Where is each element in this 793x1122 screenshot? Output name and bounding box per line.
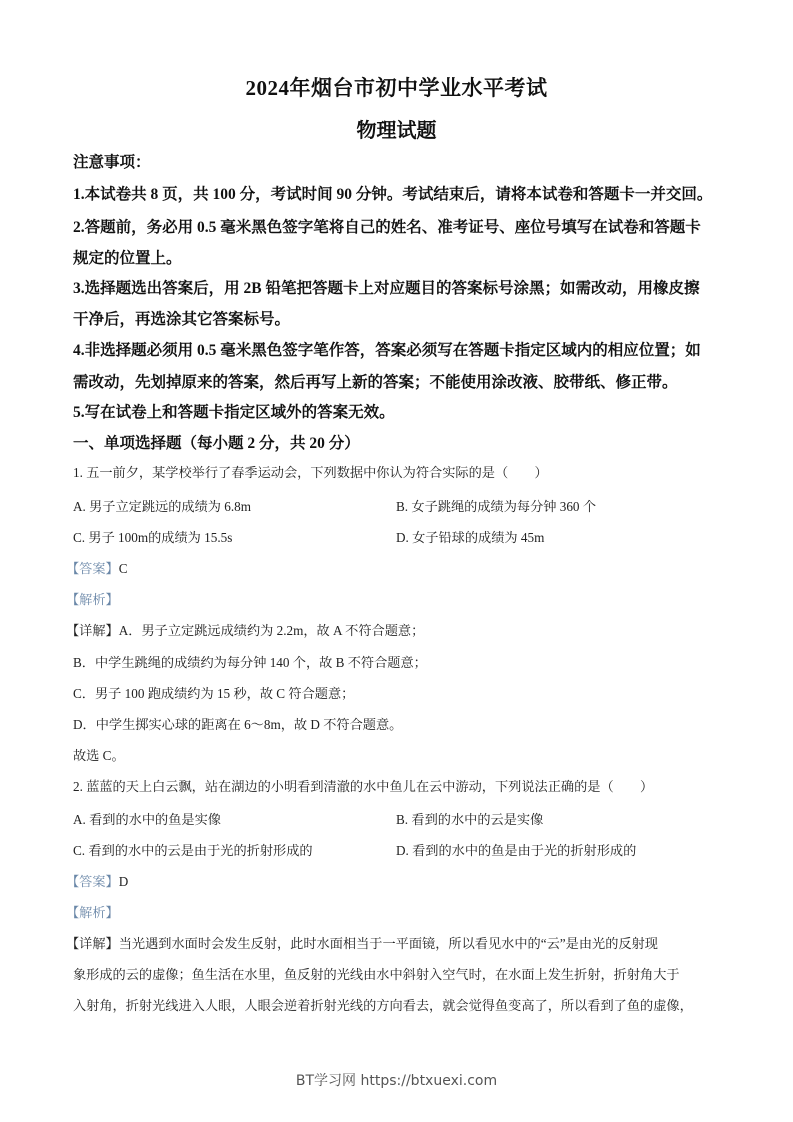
option-a: A. 看到的水中的鱼是实像 bbox=[73, 812, 221, 827]
detail-line: 入射角，折射光线进入人眼，人眼会逆着折射光线的方向看去，就会觉得鱼变高了，所以看到了鱼的虚像， bbox=[73, 998, 693, 1013]
question-stem: 2. 蓝蓝的天上白云飘，站在湖边的小明看到清澈的水中鱼儿在云中游动，下列说法正确的是（ ） bbox=[73, 779, 654, 794]
option-d: D. 女子铅球的成绩为 45m bbox=[396, 530, 545, 545]
option-b: B. 女子跳绳的成绩为每分钟 360 个 bbox=[396, 499, 597, 514]
answer-label: 【答案】 bbox=[66, 561, 119, 576]
document-subtitle: 物理试题 bbox=[356, 120, 437, 142]
footer-watermark: BT学习网 https://btxuexi.com bbox=[295, 1073, 498, 1089]
answer-row bbox=[66, 558, 128, 577]
answer-value: D bbox=[118, 874, 129, 889]
notice-heading: 注意事项： bbox=[73, 154, 151, 171]
option-d: D. 看到的水中的鱼是由于光的折射形成的 bbox=[396, 843, 637, 858]
option-c: C. 看到的水中的云是由于光的折射形成的 bbox=[73, 843, 313, 858]
notice-line: 4.非选择题必须用 0.5 毫米黑色签字笔作答，答案必须写在答题卡指定区域内的相应位置；如 bbox=[73, 342, 701, 359]
detail-label: 【详解】 bbox=[66, 936, 119, 951]
detail-row bbox=[66, 933, 658, 952]
notice-line: 需改动，先划掉原来的答案，然后再写上新的答案；不能使用涂改液、胶带纸、修正带。 bbox=[73, 374, 678, 391]
detail-label: 【详解】 bbox=[66, 623, 119, 638]
detail-line: D．中学生掷实心球的距离在 6～8m，故 D 不符合题意。 bbox=[73, 717, 403, 732]
detail-conclusion: 故选 C。 bbox=[73, 748, 125, 763]
answer-value: C bbox=[118, 561, 128, 576]
document-title: 2024年烟台市初中学业水平考试 bbox=[245, 76, 548, 100]
detail-line: B．中学生跳绳的成绩约为每分钟 140 个，故 B 不符合题意； bbox=[73, 655, 427, 670]
option-b: B. 看到的水中的云是实像 bbox=[396, 812, 544, 827]
analysis-label: 【解析】 bbox=[66, 592, 119, 607]
option-c: C. 男子 100m的成绩为 15.5s bbox=[73, 530, 233, 545]
notice-line: 5.写在试卷上和答题卡指定区域外的答案无效。 bbox=[73, 404, 395, 421]
section-heading: 一、单项选择题（每小题 2 分，共 20 分） bbox=[73, 435, 360, 452]
notice-line: 1.本试卷共 8 页，共 100 分，考试时间 90 分钟。考试结束后，请将本试卷和答题卡一并交回。 bbox=[73, 186, 713, 203]
answer-label: 【答案】 bbox=[66, 874, 119, 889]
analysis-label: 【解析】 bbox=[66, 905, 119, 920]
detail-line: 象形成的云的虚像；鱼生活在水里，鱼反射的光线由水中斜射入空气时，在水面上发生折射，折射角大于 bbox=[73, 967, 680, 982]
detail-text: A．男子立定跳远成绩约为 2.2m，故 A 不符合题意； bbox=[118, 623, 425, 638]
option-a: A. 男子立定跳远的成绩为 6.8m bbox=[73, 499, 252, 514]
notice-line: 3.选择题选出答案后，用 2B 铅笔把答题卡上对应题目的答案标号涂黑；如需改动，用橡皮擦 bbox=[73, 280, 700, 297]
notice-line: 规定的位置上。 bbox=[73, 250, 182, 267]
detail-row bbox=[66, 620, 424, 639]
notice-line: 2.答题前，务必用 0.5 毫米黑色签字笔将自己的姓名、准考证号、座位号填写在试卷和答题卡 bbox=[73, 219, 701, 236]
answer-row bbox=[66, 871, 128, 890]
detail-text: 当光遇到水面时会发生反射，此时水面相当于一平面镜，所以看见水中的“云”是由光的反射现 bbox=[118, 936, 658, 951]
notice-line: 干净后，再选涂其它答案标号。 bbox=[73, 311, 291, 328]
detail-line: C．男子 100 跑成绩约为 15 秒，故 C 符合题意； bbox=[73, 686, 355, 701]
question-stem: 1. 五一前夕，某学校举行了春季运动会，下列数据中你认为符合实际的是（ ） bbox=[73, 465, 548, 480]
